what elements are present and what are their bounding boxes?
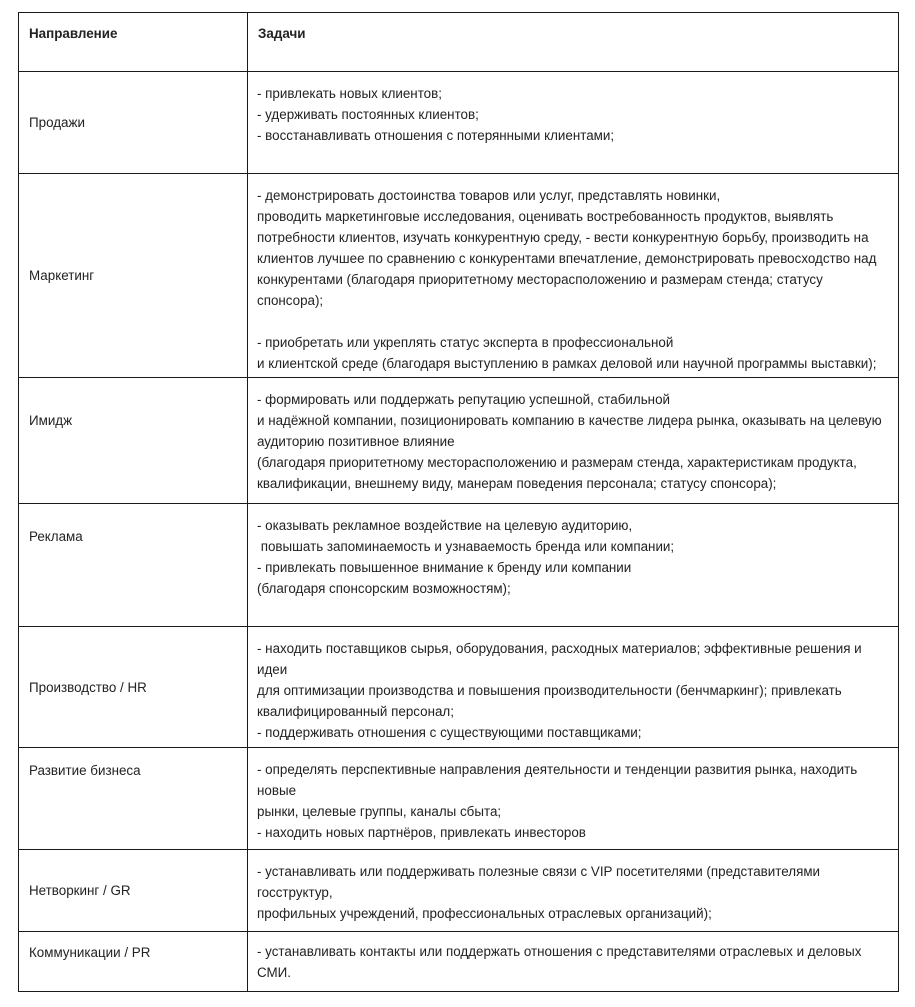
- direction-cell: [19, 72, 248, 174]
- task-line: - оказывать рекламное воздействие на целевую аудиторию,: [257, 518, 633, 533]
- header-direction-label: Направление: [29, 26, 118, 41]
- task-line: - привлекать новых клиентов;: [257, 86, 442, 101]
- task-line: профильных учреждений, профессиональных отраслевых организаций);: [257, 906, 712, 921]
- table-row: [19, 504, 899, 627]
- table-row: [19, 174, 899, 378]
- direction-cell: [19, 748, 248, 850]
- task-line: - находить новых партнёров, привлекать инвесторов: [257, 825, 586, 840]
- tasks-table: [18, 12, 899, 992]
- tasks-cell: [248, 504, 899, 627]
- tasks-cell: [248, 174, 899, 378]
- task-line: (благодаря спонсорским возможностям);: [257, 581, 511, 596]
- table-row: [19, 627, 899, 748]
- task-line: квалификации, внешнему виду, манерам поведения персонала; статусу спонсора);: [257, 476, 777, 491]
- table-row: [19, 850, 899, 932]
- table-header-row: [19, 13, 899, 72]
- task-line: потребности клиентов, изучать конкурентную среду, - вести конкурентную борьбу, производить на: [257, 230, 869, 245]
- direction-label: Нетворкинг / GR: [29, 883, 131, 898]
- direction-label: Развитие бизнеса: [29, 763, 141, 778]
- paragraph-gap: [257, 311, 888, 332]
- task-line: - восстанавливать отношения с потерянными клиентами;: [257, 128, 615, 143]
- task-line: и надёжной компании, позиционировать компанию в качестве лидера рынка, оказывать на целевую: [257, 413, 882, 428]
- header-tasks: [248, 13, 899, 72]
- direction-cell: [19, 504, 248, 627]
- direction-label: Продажи: [29, 115, 85, 130]
- tasks-cell: [248, 378, 899, 504]
- direction-cell: [19, 932, 248, 992]
- task-line: квалифицированный персонал;: [257, 704, 454, 719]
- table-row: [19, 72, 899, 174]
- task-line: конкурентами (благодаря приоритетному месторасположению и размерам стенда; статусу спонсора);: [257, 272, 827, 308]
- task-line: для оптимизации производства и повышения производительности (бенчмаркинг); привлекать: [257, 683, 842, 698]
- table-row: [19, 378, 899, 504]
- task-line: - поддерживать отношения с существующими поставщиками;: [257, 725, 642, 740]
- tasks-cell: [248, 627, 899, 748]
- direction-cell: [19, 174, 248, 378]
- direction-label: Маркетинг: [29, 268, 95, 283]
- task-line: - удерживать постоянных клиентов;: [257, 107, 479, 122]
- table-row: [19, 932, 899, 992]
- task-line: и клиентской среде (благодаря выступлению в рамках деловой или научной программы выставки);: [257, 356, 877, 371]
- task-line: - устанавливать или поддерживать полезные связи с VIP посетителями (представителями госструктур,: [257, 864, 824, 900]
- task-line: - находить поставщиков сырья, оборудования, расходных материалов; эффективные решения и идеи: [257, 641, 866, 677]
- task-line: аудиторию позитивное влияние: [257, 434, 455, 449]
- task-line: - определять перспективные направления деятельности и тенденции развития рынка, находить новые: [257, 762, 861, 798]
- direction-label: Имидж: [29, 413, 73, 428]
- task-line: рынки, целевые группы, каналы сбыта;: [257, 804, 502, 819]
- task-line: повышать запоминаемость и узнаваемость бренда или компании;: [257, 539, 675, 554]
- task-line: - устанавливать контакты или поддержать отношения с представителями отраслевых и деловых СМИ.: [257, 944, 866, 980]
- tasks-cell: [248, 748, 899, 850]
- tasks-cell: [248, 72, 899, 174]
- direction-label: Реклама: [29, 529, 83, 544]
- task-line: - демонстрировать достоинства товаров или услуг, представлять новинки,: [257, 188, 721, 203]
- task-line: - привлекать повышенное внимание к бренду или компании: [257, 560, 632, 575]
- direction-cell: [19, 627, 248, 748]
- table-row: [19, 748, 899, 850]
- task-line: - формировать или поддержать репутацию успешной, стабильной: [257, 392, 670, 407]
- task-line: клиентов лучшее по сравнению с конкурентами впечатление, демонстрировать превосходство над: [257, 251, 877, 266]
- task-line: (благодаря приоритетному месторасположению и размерам стенда, характеристикам продукта,: [257, 455, 857, 470]
- tasks-cell: [248, 932, 899, 992]
- header-direction: [19, 13, 248, 72]
- direction-cell: [19, 378, 248, 504]
- direction-cell: [19, 850, 248, 932]
- direction-label: Производство / HR: [29, 679, 147, 695]
- tasks-cell: [248, 850, 899, 932]
- header-tasks-label: Задачи: [258, 26, 306, 41]
- task-line: проводить маркетинговые исследования, оценивать востребованность продуктов, выявлять: [257, 209, 834, 224]
- direction-label: Коммуникации / PR: [29, 945, 151, 960]
- task-line: - приобретать или укреплять статус эксперта в профессиональной: [257, 335, 674, 350]
